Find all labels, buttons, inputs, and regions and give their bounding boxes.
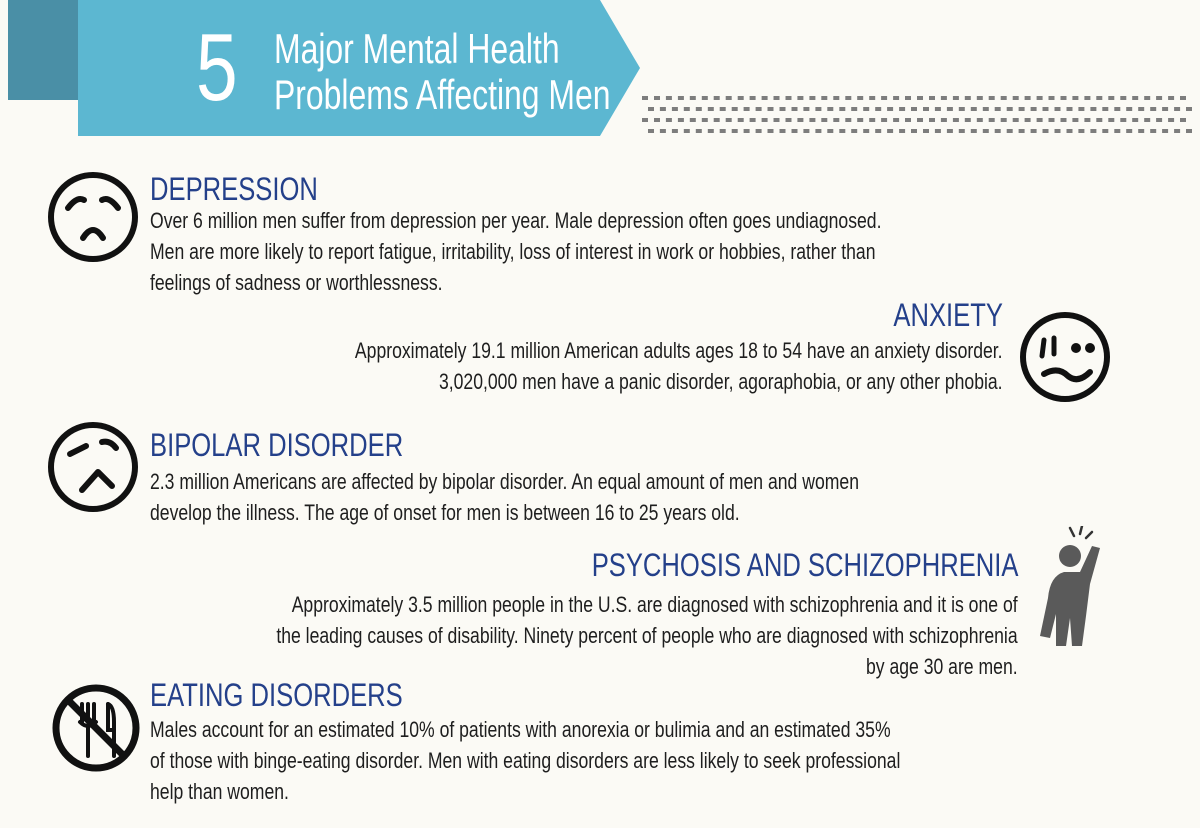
grid-dot xyxy=(780,129,786,133)
anxiety-text xyxy=(355,335,1003,397)
grid-dot xyxy=(1096,118,1102,122)
grid-dot xyxy=(917,118,923,122)
grid-dot xyxy=(1090,107,1096,111)
grid-dot xyxy=(803,107,809,111)
grid-dot xyxy=(905,118,911,122)
grid-dot xyxy=(1150,107,1156,111)
grid-dot xyxy=(1114,107,1120,111)
grid-dot xyxy=(809,96,815,100)
grid-dot xyxy=(1126,107,1132,111)
grid-dot xyxy=(989,118,995,122)
grid-dot xyxy=(995,129,1001,133)
grid-dot xyxy=(851,107,857,111)
psychosis-title: PSYCHOSIS AND SCHIZOPHRENIA xyxy=(591,547,1018,583)
grid-dot xyxy=(642,96,648,100)
eating-disorders-line-1: Males account for an estimated 10% of patients with anorexia or bulimia and an estimated 35% xyxy=(150,717,891,742)
grid-dot xyxy=(815,107,821,111)
grid-dot xyxy=(756,129,762,133)
grid-dot xyxy=(1102,129,1108,133)
grid-dot xyxy=(995,107,1001,111)
grid-dot xyxy=(1138,107,1144,111)
grid-dot xyxy=(1025,96,1031,100)
grid-dot xyxy=(750,96,756,100)
grid-dot xyxy=(708,107,714,111)
bipolar-text xyxy=(150,466,859,528)
grid-dot xyxy=(887,107,893,111)
grid-dot xyxy=(762,118,768,122)
grid-dot xyxy=(1108,118,1114,122)
grid-dot xyxy=(1061,118,1067,122)
worried-face-icon xyxy=(1018,310,1112,404)
page-title-line-2: Problems Affecting Men xyxy=(274,71,611,118)
grid-dot xyxy=(1001,118,1007,122)
grid-dot xyxy=(1138,129,1144,133)
grid-dot xyxy=(893,118,899,122)
grid-dot xyxy=(756,107,762,111)
grid-dot xyxy=(1180,96,1186,100)
grid-dot xyxy=(690,118,696,122)
grid-dot xyxy=(1174,107,1180,111)
grid-dot xyxy=(953,118,959,122)
grid-dot xyxy=(648,129,654,133)
grid-dot xyxy=(899,107,905,111)
grid-dot xyxy=(821,96,827,100)
grid-dot xyxy=(929,118,935,122)
bipolar-line-1: 2.3 million Americans are affected by bipolar disorder. An equal amount of men and women xyxy=(150,469,859,494)
grid-dot xyxy=(803,129,809,133)
grid-dot xyxy=(887,129,893,133)
sad-face-icon xyxy=(46,170,140,264)
grid-dot xyxy=(1007,107,1013,111)
grid-dot xyxy=(1043,129,1049,133)
grid-dot xyxy=(1084,96,1090,100)
anxiety-line-2: 3,020,000 men have a panic disorder, agoraphobia, or any other phobia. xyxy=(439,369,1003,394)
grid-dot xyxy=(774,118,780,122)
grid-dot xyxy=(857,96,863,100)
grid-dot xyxy=(774,96,780,100)
page-title xyxy=(274,26,611,118)
grid-dot xyxy=(881,118,887,122)
grid-dot xyxy=(1186,129,1192,133)
grid-dot xyxy=(708,129,714,133)
psychosis-line-1: Approximately 3.5 million people in the U.S. are diagnosed with schizophrenia and it is one of xyxy=(292,592,1018,617)
grid-dot xyxy=(977,118,983,122)
grid-dot xyxy=(815,129,821,133)
grid-dot xyxy=(917,96,923,100)
grid-dot xyxy=(875,107,881,111)
grid-dot xyxy=(983,107,989,111)
grid-dot xyxy=(1007,129,1013,133)
grid-dot xyxy=(833,118,839,122)
grid-dot xyxy=(684,107,690,111)
grid-dot xyxy=(762,96,768,100)
grid-dot xyxy=(869,118,875,122)
bipolar-title: BIPOLAR DISORDER xyxy=(150,427,404,463)
distressed-person-icon xyxy=(1030,526,1120,650)
grid-dot xyxy=(1072,96,1078,100)
grid-dot xyxy=(809,118,815,122)
grid-dot xyxy=(642,118,648,122)
grid-dot xyxy=(1114,129,1120,133)
grid-dot xyxy=(911,107,917,111)
grid-dot xyxy=(1144,96,1150,100)
grid-dot xyxy=(786,96,792,100)
grid-dot xyxy=(1013,118,1019,122)
grid-dot xyxy=(839,129,845,133)
grid-dot xyxy=(827,107,833,111)
grid-dot xyxy=(1132,96,1138,100)
grid-dot xyxy=(959,129,965,133)
depression-line-3: feelings of sadness or worthlessness. xyxy=(150,270,443,295)
grid-dot xyxy=(977,96,983,100)
grid-dot xyxy=(654,118,660,122)
psychosis-text xyxy=(277,589,1018,682)
grid-dot xyxy=(1084,118,1090,122)
grid-dot xyxy=(1186,107,1192,111)
depression-line-1: Over 6 million men suffer from depression per year. Male depression often goes undiagnosed. xyxy=(150,208,882,233)
grid-dot xyxy=(863,129,869,133)
grid-dot xyxy=(1019,107,1025,111)
grid-dot xyxy=(1120,118,1126,122)
grid-dot xyxy=(935,107,941,111)
grid-dot xyxy=(1168,96,1174,100)
grid-dot xyxy=(1019,129,1025,133)
grid-dot xyxy=(720,129,726,133)
grid-dot xyxy=(1001,96,1007,100)
bipolar-line-2: develop the illness. The age of onset for men is between 16 to 25 years old. xyxy=(150,500,740,525)
grid-dot xyxy=(678,96,684,100)
grid-dot xyxy=(720,107,726,111)
grid-dot xyxy=(732,107,738,111)
grid-dot xyxy=(1126,129,1132,133)
grid-dot xyxy=(1078,107,1084,111)
grid-dot xyxy=(714,96,720,100)
grid-dot xyxy=(851,129,857,133)
grid-dot xyxy=(869,96,875,100)
grid-dot xyxy=(750,118,756,122)
anxiety-title: ANXIETY xyxy=(893,297,1003,333)
grid-dot xyxy=(971,107,977,111)
grid-dot xyxy=(1162,129,1168,133)
grid-dot xyxy=(875,129,881,133)
grid-dot xyxy=(1174,129,1180,133)
grid-dot xyxy=(1072,118,1078,122)
grid-dot xyxy=(1156,118,1162,122)
mood-swing-face-icon xyxy=(46,420,140,514)
grid-dot xyxy=(833,96,839,100)
grid-dot xyxy=(953,96,959,100)
grid-dot xyxy=(654,96,660,100)
grid-dot xyxy=(881,96,887,100)
grid-dot xyxy=(941,118,947,122)
eating-disorders-line-2: of those with binge-eating disorder. Men with eating disorders are less likely to seek professional xyxy=(150,748,901,773)
grid-dot xyxy=(863,107,869,111)
grid-dot xyxy=(660,129,666,133)
grid-dot xyxy=(792,107,798,111)
grid-dot xyxy=(983,129,989,133)
grid-dot xyxy=(839,107,845,111)
depression-title: DEPRESSION xyxy=(150,171,318,207)
grid-dot xyxy=(1120,96,1126,100)
grid-dot xyxy=(696,129,702,133)
grid-dot xyxy=(744,129,750,133)
depression-line-2: Men are more likely to report fatigue, irritability, loss of interest in work or hobbies, rather than xyxy=(150,239,876,264)
grid-dot xyxy=(965,96,971,100)
grid-dot xyxy=(1043,107,1049,111)
grid-dot xyxy=(1090,129,1096,133)
page-title-line-1: Major Mental Health xyxy=(274,25,560,72)
grid-dot xyxy=(666,118,672,122)
grid-dot xyxy=(1037,118,1043,122)
grid-dot xyxy=(1108,96,1114,100)
grid-dot xyxy=(929,96,935,100)
psychosis-line-3: by age 30 are men. xyxy=(866,654,1018,679)
grid-dot xyxy=(792,129,798,133)
grid-dot xyxy=(899,129,905,133)
grid-dot xyxy=(672,107,678,111)
grid-dot xyxy=(714,118,720,122)
grid-dot xyxy=(845,96,851,100)
grid-dot xyxy=(821,118,827,122)
grid-dot xyxy=(923,107,929,111)
grid-dot xyxy=(1102,107,1108,111)
grid-dot xyxy=(672,129,678,133)
eating-disorders-line-3: help than women. xyxy=(150,779,289,804)
grid-dot xyxy=(780,107,786,111)
grid-dot xyxy=(684,129,690,133)
grid-dot xyxy=(738,118,744,122)
grid-dot xyxy=(786,118,792,122)
grid-dot xyxy=(797,96,803,100)
grid-dot xyxy=(1013,96,1019,100)
grid-dot xyxy=(827,129,833,133)
grid-dot xyxy=(1055,107,1061,111)
psychosis-line-2: the leading causes of disability. Ninety percent of people who are diagnosed with schizophrenia xyxy=(276,623,1018,648)
grid-dot xyxy=(702,118,708,122)
grid-dot xyxy=(1031,107,1037,111)
grid-dot xyxy=(696,107,702,111)
grid-dot xyxy=(1150,129,1156,133)
grid-dot xyxy=(965,118,971,122)
grid-dot xyxy=(1061,96,1067,100)
grid-dot xyxy=(1067,107,1073,111)
grid-dot xyxy=(768,129,774,133)
eating-disorders-title: EATING DISORDERS xyxy=(150,677,403,713)
banner-number: 5 xyxy=(196,14,238,121)
grid-dot xyxy=(1144,118,1150,122)
grid-dot xyxy=(1037,96,1043,100)
grid-dot xyxy=(989,96,995,100)
grid-dot xyxy=(959,107,965,111)
grid-dot xyxy=(1025,118,1031,122)
grid-dot xyxy=(911,129,917,133)
grid-dot xyxy=(1031,129,1037,133)
header-banner xyxy=(78,0,640,136)
grid-dot xyxy=(744,107,750,111)
grid-dot xyxy=(738,96,744,100)
grid-dot xyxy=(768,107,774,111)
grid-dot xyxy=(678,118,684,122)
grid-dot xyxy=(893,96,899,100)
grid-dot xyxy=(947,129,953,133)
grid-dot xyxy=(1049,118,1055,122)
grid-dot xyxy=(726,96,732,100)
grid-dot xyxy=(660,107,666,111)
grid-dot xyxy=(1055,129,1061,133)
grid-dot xyxy=(1049,96,1055,100)
grid-dot xyxy=(923,129,929,133)
grid-dot xyxy=(690,96,696,100)
grid-dot xyxy=(1132,118,1138,122)
eating-disorders-text xyxy=(150,714,900,807)
grid-dot xyxy=(726,118,732,122)
no-eating-icon xyxy=(50,682,142,774)
decorative-dot-grid xyxy=(642,94,1192,138)
grid-dot xyxy=(1096,96,1102,100)
anxiety-line-1: Approximately 19.1 million American adults ages 18 to 54 have an anxiety disorder. xyxy=(355,338,1003,363)
grid-dot xyxy=(1162,107,1168,111)
grid-dot xyxy=(1156,96,1162,100)
grid-dot xyxy=(1067,129,1073,133)
grid-dot xyxy=(1168,118,1174,122)
grid-dot xyxy=(1180,118,1186,122)
grid-dot xyxy=(941,96,947,100)
grid-dot xyxy=(648,107,654,111)
grid-dot xyxy=(666,96,672,100)
depression-text xyxy=(150,205,881,298)
grid-dot xyxy=(857,118,863,122)
grid-dot xyxy=(845,118,851,122)
grid-dot xyxy=(1078,129,1084,133)
grid-dot xyxy=(905,96,911,100)
grid-dot xyxy=(797,118,803,122)
grid-dot xyxy=(947,107,953,111)
grid-dot xyxy=(702,96,708,100)
grid-dot xyxy=(935,129,941,133)
grid-dot xyxy=(971,129,977,133)
grid-dot xyxy=(732,129,738,133)
